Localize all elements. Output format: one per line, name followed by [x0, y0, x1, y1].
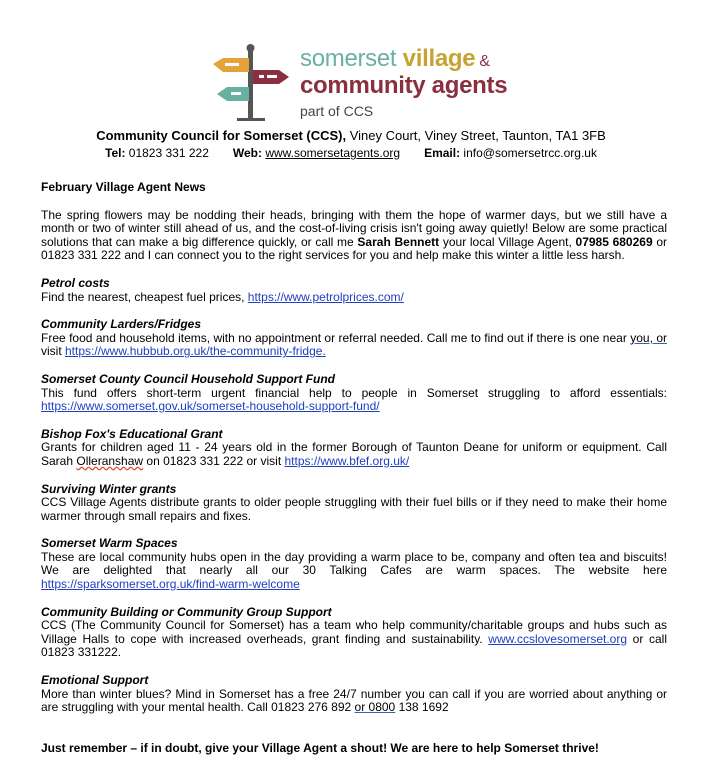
bfef-link[interactable]: https://www.bfef.org.uk/ — [284, 453, 410, 468]
section-heading: Emotional Support — [41, 673, 149, 688]
petrolprices-link[interactable]: https://www.petrolprices.com/ — [247, 289, 404, 304]
section-heading: Community Larders/Fridges — [41, 317, 202, 332]
newsletter-body — [41, 181, 667, 755]
section-warm-spaces: Somerset Warm Spaces These are local community hubs open in the day providing a warm place to be, company and often tea and biscuits! We are delighted that nearly all our 30 Talking Cafes are warm spaces. The website here https://sparksomerset.org.uk/find-warm-welcome — [41, 536, 667, 592]
contact-details: Tel: 01823 331 222 Web: www.somersetagents.org Email: info@somersetrcc.org.uk — [105, 146, 597, 160]
section-heading: Surviving Winter grants — [41, 481, 177, 496]
logo-wordmark-line1: somerset village & — [300, 45, 490, 72]
email-address: info@somersetrcc.org.uk — [460, 146, 597, 160]
newsletter-title: February Village Agent News — [41, 180, 206, 194]
section-heading: Somerset County Council Household Support Fund — [41, 371, 335, 386]
section-heading: Petrol costs — [41, 275, 110, 290]
section-heading: Somerset Warm Spaces — [41, 536, 178, 551]
section-petrol-costs: Petrol costs Find the nearest, cheapest fuel prices, https://www.petrolprices.com/ — [41, 277, 667, 304]
hubbub-link[interactable]: https://www.hubbub.org.uk/the-community-fridge. — [65, 344, 326, 359]
logo-tagline: part of CCS — [300, 103, 374, 119]
section-household-support-fund: Somerset County Council Household Support Fund This fund offers short-term urgent financial help to people in Somerset struggling to afford essentials: https://www.somerset.gov.uk/somerset-household-support-fund/ — [41, 371, 667, 414]
signpost-icon — [209, 42, 295, 122]
somerset-agents-logo — [209, 42, 508, 122]
section-surviving-winter: Surviving Winter grants CCS Village Agents distribute grants to older people struggling with their fuel bills or if they need to make their home warmer through small repairs and fixes. — [41, 481, 667, 523]
section-heading: Bishop Fox's Educational Grant — [41, 426, 223, 441]
logo-wordmark-line2: community agents — [300, 72, 508, 99]
organisation-address: Community Council for Somerset (CCS), Viney Court, Viney Street, Taunton, TA1 3FB — [96, 128, 606, 143]
closing-message: Just remember – if in doubt, give your Village Agent a shout! We are here to help Somerset thrive! — [41, 740, 599, 755]
ccslovesomerset-link[interactable]: www.ccslovesomerset.org — [488, 631, 628, 646]
organisation-name: Community Council for Somerset (CCS), — [96, 128, 347, 143]
section-heading: Community Building or Community Group Support — [41, 604, 332, 619]
section-community-building: Community Building or Community Group Support CCS (The Community Council for Somerset) has a team who help community/charitable groups and hubs such as Village Halls to cope with increased overheads, grant finding and sustainability. www.ccslovesomerset.org or call 01823 331222. — [41, 604, 667, 660]
somerset-gov-link[interactable]: https://www.somerset.gov.uk/somerset-household-support-fund/ — [41, 399, 380, 414]
section-bishop-fox-grant: Bishop Fox's Educational Grant Grants for children aged 11 - 24 years old in the former Borough of Taunton Deane for uniform or equipment. Call Sarah Olleranshaw on 01823 331 222 or visit https://www.bfef.org.uk/ — [41, 426, 667, 468]
sparksomerset-link[interactable]: https://sparksomerset.org.uk/find-warm-welcome — [41, 577, 300, 592]
section-community-larders: Community Larders/Fridges Free food and household items, with no appointment or referral needed. Call me to find out if there is one near you, or visit https://www.hubbub.org.uk/the-community-fridge. — [41, 317, 667, 359]
section-emotional-support: Emotional Support More than winter blues? Mind in Somerset has a free 24/7 number you can call if you are worried about anything or are struggling with your mental health. Call 01823 276 892 or 0800 138 1692 — [41, 673, 667, 715]
telephone-number: 01823 331 222 — [125, 146, 209, 160]
intro-paragraph: The spring flowers may be nodding their heads, bringing with them the hope of warmer days, but we still have a month or two of winter still ahead of us, and the cost-of-living crisis isn't going away quietly! Below are some practical solutions that can make a big difference quickly, or call me Sarah Bennett your local Village Agent, 07985 680269 or 01823 331 222 and I can connect you to the right services for you and help make this winter a little less harsh. — [41, 207, 668, 263]
website-link[interactable]: www.somersetagents.org — [265, 146, 401, 160]
